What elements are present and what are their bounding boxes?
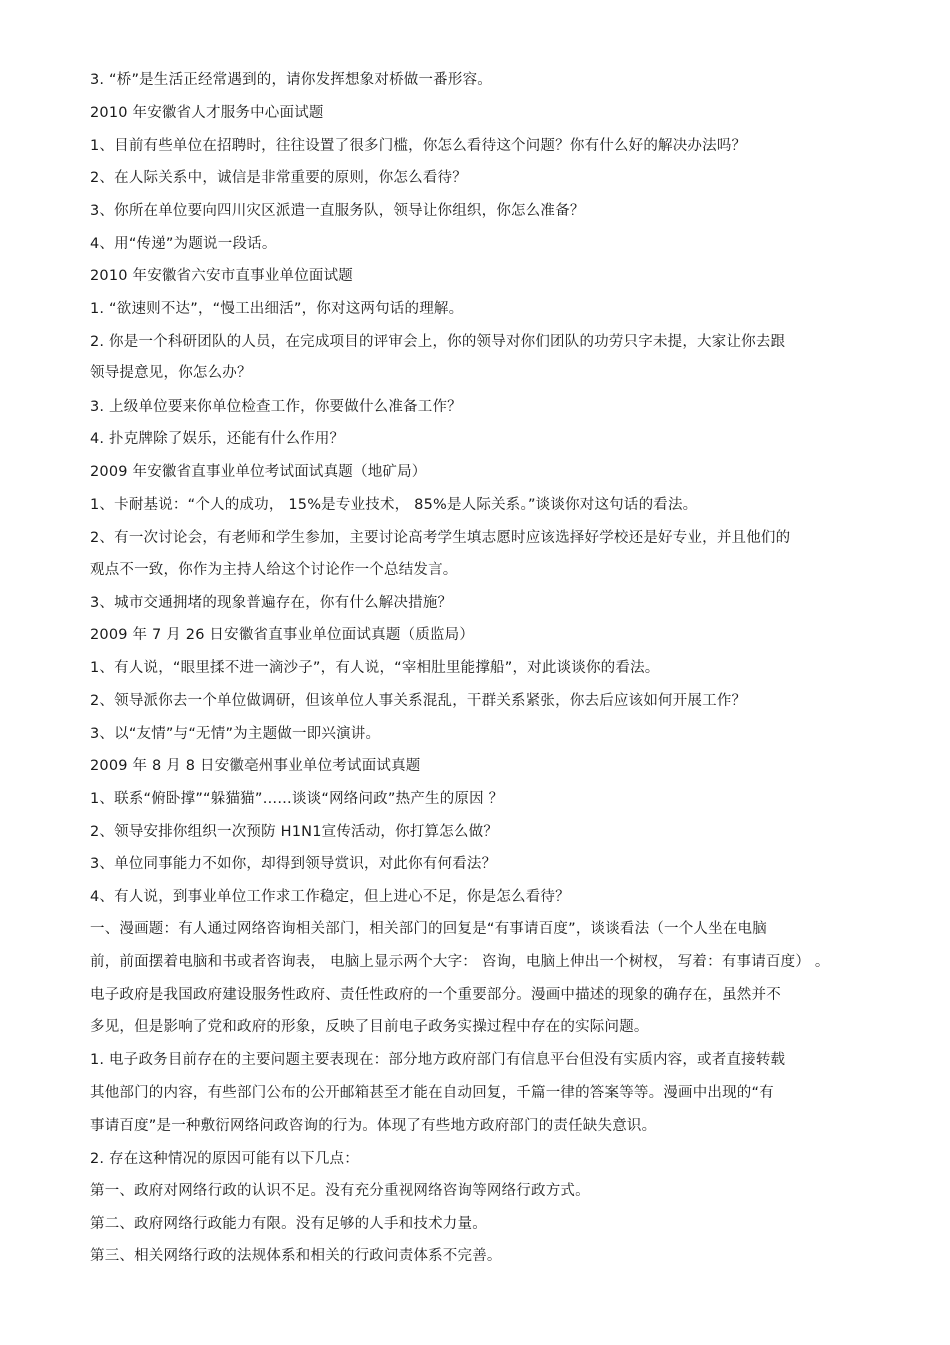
question-item: 3、以“友情”与“无情”为主题做一即兴演讲。 [90,726,381,742]
question-item: 3、你所在单位要向四川灾区派遣一直服务队，领导让你组织，你怎么准备？ [90,203,585,219]
section-heading-2010-talent: 2010 年安徽省人才服务中心面试题 [90,105,324,121]
question-item: 4、用“传递”为题说一段话。 [90,236,277,252]
question-item: 3、城市交通拥堵的现象普遍存在，你有什么解决措施？ [90,595,453,611]
question-item-continued: 领导提意见，你怎么办？ [90,365,252,381]
answer-paragraph: 电子政府是我国政府建设服务性政府、责任性政府的一个重要部分。漫画中描述的现象的确存在，虽然并不 [90,987,781,1003]
section-heading-2009-zhijian: 2009 年 7 月 26 日安徽省直事业单位面试真题（质监局） [90,627,475,643]
section-heading-2009-bozhou: 2009 年 8 月 8 日安徽亳州事业单位考试面试真题 [90,758,421,774]
answer-point-continued: 事请百度”是一种敷衍网络问政咨询的行为。体现了有些地方政府部门的责任缺失意识。 [90,1118,657,1134]
question-item: 1、有人说，“眼里揉不进一滴沙子”，有人说，“宰相肚里能撑船”，对此谈谈你的看法。 [90,660,660,676]
question-item: 1. “欲速则不达”，“慢工出细活”，你对这两句话的理解。 [90,301,464,317]
question-item: 2、领导派你去一个单位做调研，但该单位人事关系混乱，干群关系紧张，你去后应该如何开展工作？ [90,693,747,709]
answer-paragraph: 多见，但是影响了党和政府的形象，反映了目前电子政务实操过程中存在的实际问题。 [90,1019,649,1035]
question-item: 3、单位同事能力不如你，却得到领导赏识，对此你有何看法？ [90,856,497,872]
answer-reason: 第二、政府网络行政能力有限。没有足够的人手和技术力量。 [90,1216,487,1232]
question-bridge: 3. “桥”是生活正经常遇到的，请你发挥想象对桥做一番形容。 [90,72,492,88]
comic-question-continued: 前，前面摆着电脑和书或者咨询表， 电脑上显示两个大字： 咨询，电脑上伸出一个树杈， 写着：有事请百度） 。 [90,954,830,970]
question-item: 2、有一次讨论会，有老师和学生参加，主要讨论高考学生填志愿时应该选择好学校还是好专业，并且他们的 [90,530,791,546]
question-item: 2、领导安排你组织一次预防 H1N1宣传活动，你打算怎么做？ [90,824,499,840]
question-item: 1、联系“俯卧撑”“躲猫猫”……谈谈“网络问政”热产生的原因 ？ [90,791,504,807]
question-item: 1、卡耐基说：“个人的成功， 15%是专业技术， 85%是人际关系。”谈谈你对这句话的看法。 [90,497,698,513]
section-heading-2009-dikuang: 2009 年安徽省直事业单位考试面试真题（地矿局） [90,464,427,480]
answer-point: 2. 存在这种情况的原因可能有以下几点： [90,1151,359,1167]
answer-point-continued: 其他部门的内容，有些部门公布的公开邮箱甚至才能在自动回复，千篇一律的答案等等。漫画中出现的“有 [90,1085,774,1101]
question-item: 3. 上级单位要来你单位检查工作，你要做什么准备工作？ [90,399,462,415]
answer-reason: 第三、相关网络行政的法规体系和相关的行政问责体系不完善。 [90,1248,502,1264]
answer-point: 1. 电子政务目前存在的主要问题主要表现在：部分地方政府部门有信息平台但没有实质内容，或者直接转载 [90,1052,786,1068]
question-item: 4、有人说，到事业单位工作求工作稳定，但上进心不足，你是怎么看待？ [90,889,570,905]
question-item: 1、目前有些单位在招聘时，往往设置了很多门槛，你怎么看待这个问题？你有什么好的解决办法吗？ [90,138,747,154]
question-item: 2. 你是一个科研团队的人员，在完成项目的评审会上，你的领导对你们团队的功劳只字未提，大家让你去跟 [90,334,786,350]
section-heading-2010-luan: 2010 年安徽省六安市直事业单位面试题 [90,268,354,284]
comic-question: 一、漫画题：有人通过网络咨询相关部门，相关部门的回复是“有事请百度”，谈谈看法（一个人坐在电脑 [90,921,767,937]
question-item-continued: 观点不一致，你作为主持人给这个讨论作一个总结发言。 [90,562,458,578]
answer-reason: 第一、政府对网络行政的认识不足。没有充分重视网络咨询等网络行政方式。 [90,1183,590,1199]
question-item: 4. 扑克牌除了娱乐，还能有什么作用？ [90,431,345,447]
question-item: 2、在人际关系中，诚信是非常重要的原则，你怎么看待？ [90,170,467,186]
